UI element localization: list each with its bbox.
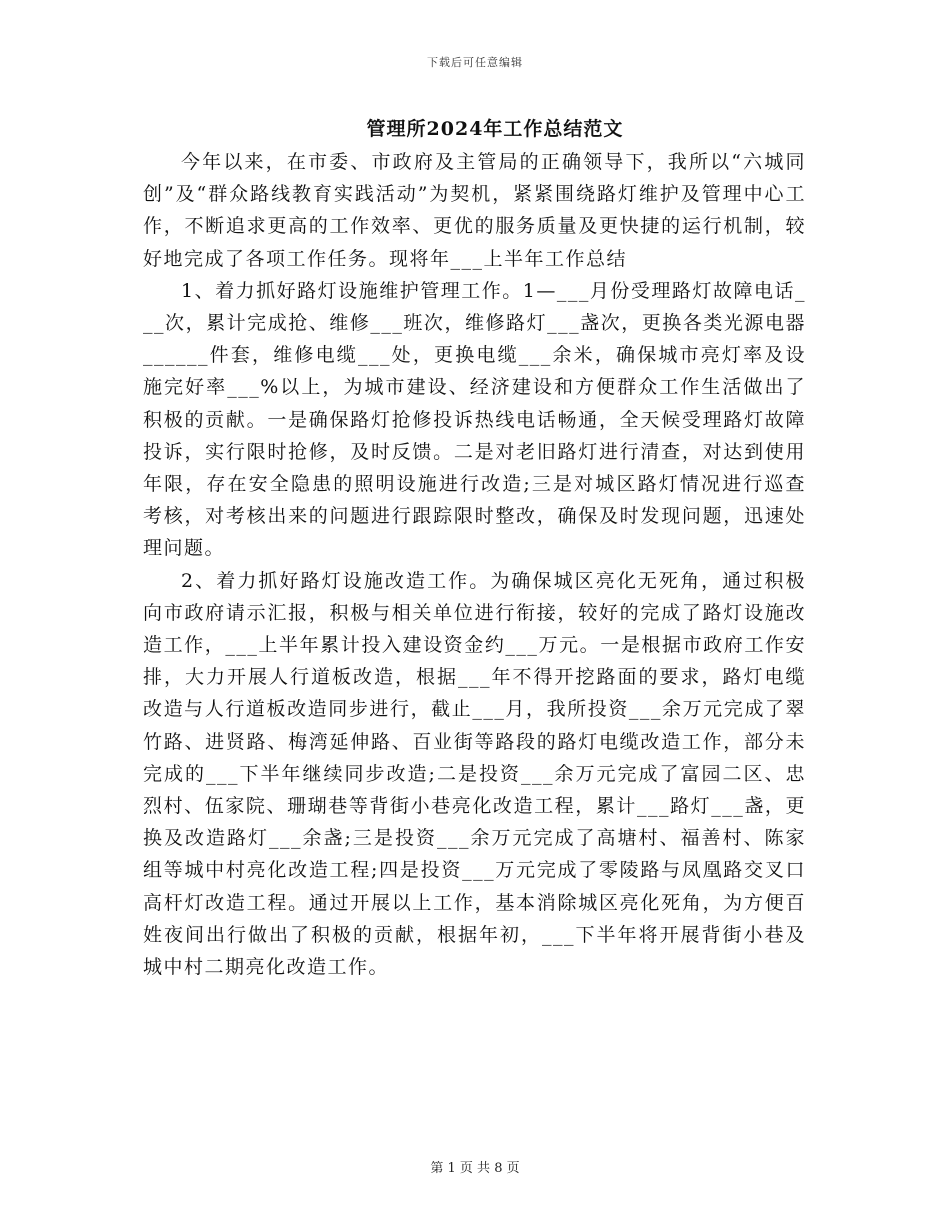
header-note: 下载后可任意编辑 [427,56,523,69]
document-title: 管理所2024年工作总结范文 [366,118,624,140]
document-body [143,146,806,983]
paragraph-intro: 今年以来，在市委、市政府及主管局的正确领导下，我所以“六城同创”及“群众路线教育实践活动”为契机，紧紧围绕路灯维护及管理中心工作，不断追求更高的工作效率、更优的服务质量及更快捷的运行机制，较好地完成了各项工作任务。现将年___上半年工作总结 [143,151,806,270]
paragraph-renovation: 2、着力抓好路灯设施改造工作。为确保城区亮化无死角，通过积极向市政府请示汇报，积极与相关单位进行衔接，较好的完成了路灯设施改造工作，___上半年累计投入建设资金约___万元。一是根据市政府工作安排，大力开展人行道板改造，根据___年不得开挖路面的要求，路灯电缆改造与人行道板改造同步进行，截止___月，我所投资___余万元完成了翠竹路、进贤路、梅湾延伸路、百业街等路段的路灯电缆改造工作，部分未完成的___下半年继续同步改造;二是投资___余万元完成了富园二区、忠烈村、伍家院、珊瑚巷等背街小巷亮化改造工程，累计___路灯___盏，更换及改造路灯___余盏;三是投资___余万元完成了高塘村、福善村、陈家组等城中村亮化改造工程;四是投资___万元完成了零陵路与凤凰路交叉口高杆灯改造工程。通过开展以上工作，基本消除城区亮化死角，为方便百姓夜间出行做出了积极的贡献，根据年初，___下半年将开展背街小巷及城中村二期亮化改造工作。 [143,569,806,979]
paragraph-maintenance: 1、着力抓好路灯设施维护管理工作。1—___月份受理路灯故障电话___次，累计完成抢、维修___班次，维修路灯___盏次，更换各类光源电器______件套，维修电缆___处，更换电缆___余米，确保城市亮灯率及设施完好率___%以上，为城市建设、经济建设和方便群众工作生活做出了积极的贡献。一是确保路灯抢修投诉热线电话畅通，全天候受理路灯故障投诉，实行限时抢修，及时反馈。二是对老旧路灯进行清查，对达到使用年限，存在安全隐患的照明设施进行改造;三是对城区路灯情况进行巡查考核，对考核出来的问题进行跟踪限时整改，确保及时发现问题，迅速处理问题。 [143,279,806,560]
page-number: 第 1 页 共 8 页 [430,1161,520,1176]
